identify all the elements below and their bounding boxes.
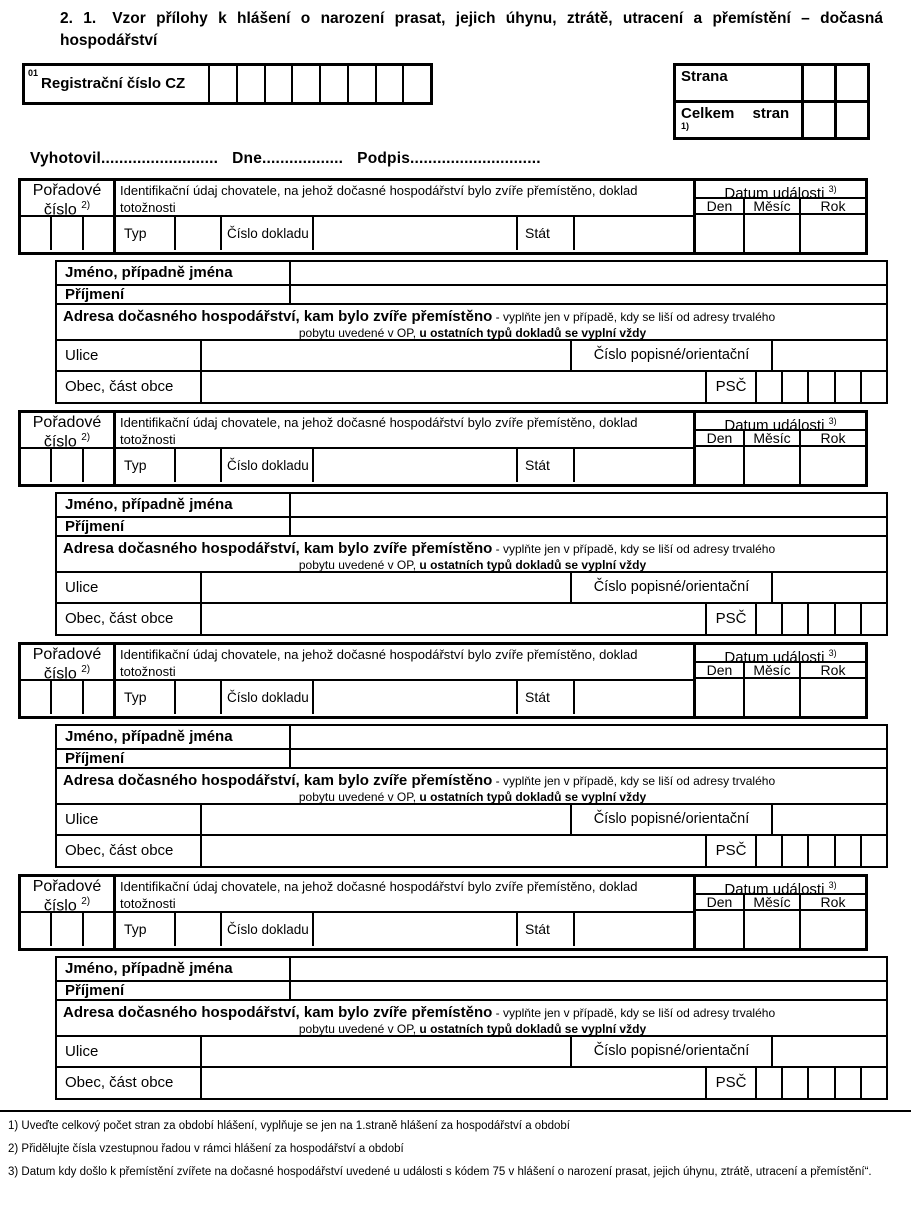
- datum-subheaders: [696, 663, 865, 679]
- poradove-footnote-ref: 2): [81, 663, 91, 675]
- ident-label: Identifikační údaj chovatele, na jehož dočasné hospodářství bylo zvíře přemístěno, doklad totožnosti: [116, 413, 693, 449]
- jmeno-label: Jméno, případně jména: [57, 958, 291, 980]
- adresa-note-part2: pobytu uvedené v OP,: [298, 790, 420, 805]
- obec-label: Obec, část obce: [57, 1068, 202, 1098]
- rok-label: Rok: [799, 895, 865, 909]
- ulice-row: [57, 571, 886, 602]
- prijmeni-label: Příjmení: [57, 750, 291, 767]
- ulice-row: [57, 339, 886, 370]
- cislo-popisne-label: Číslo popisné/orientační: [572, 1037, 773, 1066]
- poradove-cislo-cells: [21, 217, 113, 250]
- cislo-dokladu-label: Číslo dokladu: [222, 217, 314, 250]
- poradove-footnote-ref: 2): [81, 431, 91, 443]
- cislo-dokladu-value-cell[interactable]: [314, 913, 518, 946]
- form-title: [0, 0, 911, 53]
- datum-footnote-ref: 3): [828, 647, 837, 658]
- poradove-cislo-label: Pořadové číslo $^{2)}$: [21, 645, 113, 681]
- psc-label: PSČ: [707, 836, 757, 866]
- ident-entry-row: [116, 681, 693, 714]
- typ-value-cell[interactable]: [176, 681, 222, 714]
- record-block: [18, 410, 911, 636]
- ulice-value-cell[interactable]: [202, 805, 572, 834]
- adresa-label: Adresa dočasného hospodářství, kam bylo zvíře přemístěno: [63, 1003, 493, 1021]
- poradove-digit-cell[interactable]: [21, 913, 50, 946]
- registration-digit-cell[interactable]: [347, 66, 375, 102]
- ident-column: [113, 877, 693, 948]
- ident-column: [113, 413, 693, 484]
- datum-udalosti-column: [693, 413, 865, 484]
- prijmeni-row: [57, 284, 886, 303]
- psc-digit-cell[interactable]: [860, 1068, 886, 1098]
- psc-digit-cell[interactable]: [757, 836, 781, 866]
- adresa-row: [57, 535, 886, 571]
- obec-value-cell[interactable]: [202, 1068, 707, 1098]
- cislo-dokladu-value-cell[interactable]: [314, 217, 518, 250]
- adresa-note-part2-bold: u ostatních typů dokladů se vyplní vždy: [419, 1022, 647, 1037]
- psc-digit-cell[interactable]: [807, 372, 833, 402]
- obec-row: [57, 834, 886, 866]
- poradove-cislo-column: [21, 413, 113, 484]
- cislo-popisne-value-cell[interactable]: [773, 573, 886, 602]
- psc-digit-cell[interactable]: [757, 372, 781, 402]
- poradove-cislo-cells: [21, 681, 113, 714]
- datum-subheaders: [696, 431, 865, 447]
- rok-value-cell[interactable]: [799, 447, 865, 484]
- den-value-cell[interactable]: [696, 679, 743, 716]
- cislo-dokladu-value-cell[interactable]: [314, 681, 518, 714]
- psc-cells: [757, 372, 886, 402]
- mesic-label: Měsíc: [743, 895, 799, 909]
- registration-digit-cell[interactable]: [210, 66, 236, 102]
- footnotes-section: [0, 1110, 911, 1179]
- stat-value-cell[interactable]: [575, 449, 693, 482]
- podpis-field[interactable]: Podpis.............................: [357, 149, 541, 167]
- datum-entry-row: [696, 679, 865, 716]
- cislo-popisne-label: Číslo popisné/orientační: [572, 341, 773, 370]
- datum-udalosti-label: Datum události $^{3)}$: [696, 877, 865, 895]
- rok-label: Rok: [799, 199, 865, 213]
- datum-subheaders: [696, 199, 865, 215]
- adresa-note-part1: - vyplňte jen v případě, kdy se liší od adresy trvalého: [495, 1005, 776, 1020]
- stat-label: Stát: [518, 681, 575, 714]
- psc-digit-cell[interactable]: [860, 604, 886, 634]
- poradove-digit-cell[interactable]: [82, 913, 113, 946]
- poradove-cislo-column: [21, 645, 113, 716]
- record-header-table: [18, 874, 868, 951]
- typ-label: Typ: [116, 217, 176, 250]
- ulice-value-cell[interactable]: [202, 341, 572, 370]
- poradove-cislo-label: Pořadové číslo $^{2)}$: [21, 877, 113, 913]
- poradove-cislo-label: Pořadové číslo $^{2)}$: [21, 413, 113, 449]
- form-title-text: Vzor přílohy k hlášení o narození prasat, jejich úhynu, ztrátě, utracení a přemístění – dočasná hospodářství: [60, 10, 883, 50]
- record-block: [18, 178, 911, 404]
- prijmeni-label: Příjmení: [57, 286, 291, 303]
- prijmeni-value-cell[interactable]: [291, 518, 886, 535]
- psc-digit-cell[interactable]: [807, 1068, 833, 1098]
- ulice-value-cell[interactable]: [202, 573, 572, 602]
- record-blocks: [0, 178, 911, 1100]
- psc-digit-cell[interactable]: [834, 372, 860, 402]
- psc-digit-cell[interactable]: [834, 1068, 860, 1098]
- cislo-popisne-value-cell[interactable]: [773, 805, 886, 834]
- stat-label: Stát: [518, 217, 575, 250]
- ulice-value-cell[interactable]: [202, 1037, 572, 1066]
- den-value-cell[interactable]: [696, 447, 743, 484]
- vyhotovil-field[interactable]: Vyhotovil..........................: [30, 149, 219, 167]
- cislo-dokladu-label: Číslo dokladu: [222, 681, 314, 714]
- jmeno-label: Jméno, případně jména: [57, 262, 291, 284]
- jmeno-label: Jméno, případně jména: [57, 726, 291, 748]
- psc-digit-cell[interactable]: [781, 836, 807, 866]
- poradove-digit-cell[interactable]: [21, 217, 50, 250]
- rok-label: Rok: [799, 663, 865, 677]
- mesic-label: Měsíc: [743, 431, 799, 445]
- psc-digit-cell[interactable]: [807, 836, 833, 866]
- cislo-popisne-label: Číslo popisné/orientační: [572, 805, 773, 834]
- typ-label: Typ: [116, 913, 176, 946]
- adresa-header: [57, 1001, 886, 1035]
- psc-cells: [757, 604, 886, 634]
- record-detail-table: [55, 492, 888, 636]
- footnote-3: 3) Datum kdy došlo k přemístění zvířete na dočasné hospodářství uvedené u události s kódem 75 v hlášení o narození prasat, jejich úhynu, ztrátě, utracení a přemístění“.: [8, 1165, 872, 1178]
- typ-value-cell[interactable]: [176, 217, 222, 250]
- mesic-label: Měsíc: [743, 663, 799, 677]
- mesic-value-cell[interactable]: [743, 447, 799, 484]
- typ-value-cell[interactable]: [176, 449, 222, 482]
- datum-entry-row: [696, 215, 865, 252]
- datum-entry-row: [696, 911, 865, 948]
- jmeno-value-cell[interactable]: [291, 726, 886, 748]
- poradove-digit-cell[interactable]: [50, 217, 81, 250]
- cislo-dokladu-label: Číslo dokladu: [222, 913, 314, 946]
- prijmeni-label: Příjmení: [57, 982, 291, 999]
- dne-field[interactable]: Dne..................: [232, 149, 344, 167]
- datum-udalosti-column: [693, 877, 865, 948]
- poradove-cislo-cells: [21, 913, 113, 946]
- datum-udalosti-column: [693, 645, 865, 716]
- registration-number-cells: [208, 66, 430, 102]
- poradove-footnote-ref: 2): [81, 895, 91, 907]
- stat-value-cell[interactable]: [575, 217, 693, 250]
- registration-digit-cell[interactable]: [291, 66, 319, 102]
- jmeno-row: [57, 262, 886, 284]
- obec-row: [57, 602, 886, 634]
- obec-row: [57, 1066, 886, 1098]
- typ-label: Typ: [116, 449, 176, 482]
- adresa-note-part2-bold: u ostatních typů dokladů se vyplní vždy: [419, 790, 647, 805]
- celkem-stran-label: Celkem stran 1): [676, 103, 801, 137]
- psc-digit-cell[interactable]: [860, 836, 886, 866]
- adresa-row: [57, 999, 886, 1035]
- jmeno-value-cell[interactable]: [291, 494, 886, 516]
- strana-digit-cell[interactable]: [801, 66, 834, 100]
- registration-field-code: 01: [28, 67, 39, 78]
- den-label: Den: [706, 893, 733, 910]
- den-value-cell[interactable]: [696, 215, 743, 252]
- ident-entry-row: [116, 217, 693, 250]
- datum-udalosti-label: Datum události $^{3)}$: [696, 413, 865, 431]
- record-header-table: [18, 410, 868, 487]
- registration-number-box: [22, 63, 433, 105]
- den-value-cell[interactable]: [696, 911, 743, 948]
- obec-label: Obec, část obce: [57, 372, 202, 402]
- record-detail-table: [55, 956, 888, 1100]
- den-label: Den: [706, 661, 733, 678]
- poradove-cislo-column: [21, 181, 113, 252]
- adresa-row: [57, 303, 886, 339]
- rok-label: Rok: [799, 431, 865, 445]
- cislo-popisne-value-cell[interactable]: [773, 341, 886, 370]
- obec-value-cell[interactable]: [202, 604, 707, 634]
- poradove-cislo-column: [21, 877, 113, 948]
- datum-footnote-ref: 3): [828, 879, 837, 890]
- ulice-label: Ulice: [57, 573, 202, 602]
- jmeno-row: [57, 494, 886, 516]
- typ-label: Typ: [116, 681, 176, 714]
- obec-label: Obec, část obce: [57, 836, 202, 866]
- ident-label: Identifikační údaj chovatele, na jehož dočasné hospodářství bylo zvíře přemístěno, doklad totožnosti: [116, 181, 693, 217]
- jmeno-row: [57, 726, 886, 748]
- psc-digit-cell[interactable]: [757, 1068, 781, 1098]
- adresa-label: Adresa dočasného hospodářství, kam bylo zvíře přemístěno: [63, 539, 493, 557]
- form-title-number: 2. 1.: [60, 10, 97, 27]
- obec-value-cell[interactable]: [202, 372, 707, 402]
- datum-footnote-ref: 3): [828, 415, 837, 426]
- psc-digit-cell[interactable]: [781, 1068, 807, 1098]
- datum-footnote-ref: 3): [828, 183, 837, 194]
- psc-digit-cell[interactable]: [834, 604, 860, 634]
- rok-value-cell[interactable]: [799, 679, 865, 716]
- ident-column: [113, 181, 693, 252]
- celkem-stran-footnote-ref: 1): [681, 120, 690, 131]
- ulice-label: Ulice: [57, 805, 202, 834]
- prijmeni-value-cell[interactable]: [291, 750, 886, 767]
- adresa-note-part2: pobytu uvedené v OP,: [298, 1022, 420, 1037]
- record-header-table: [18, 178, 868, 255]
- poradove-cislo-cells: [21, 449, 113, 482]
- typ-value-cell[interactable]: [176, 913, 222, 946]
- den-label: Den: [706, 197, 733, 214]
- ulice-label: Ulice: [57, 1037, 202, 1066]
- cislo-popisne-label: Číslo popisné/orientační: [572, 573, 773, 602]
- adresa-note-part1: - vyplňte jen v případě, kdy se liší od adresy trvalého: [495, 541, 776, 556]
- psc-digit-cell[interactable]: [757, 604, 781, 634]
- record-block: [18, 642, 911, 868]
- psc-digit-cell[interactable]: [807, 604, 833, 634]
- record-header-table: [18, 642, 868, 719]
- strana-row: [676, 66, 867, 100]
- prijmeni-row: [57, 516, 886, 535]
- poradove-digit-cell[interactable]: [82, 449, 113, 482]
- jmeno-row: [57, 958, 886, 980]
- stat-label: Stát: [518, 449, 575, 482]
- adresa-header: [57, 537, 886, 571]
- strana-label: Strana: [681, 67, 728, 85]
- psc-digit-cell[interactable]: [834, 836, 860, 866]
- poradove-cislo-label: Pořadové číslo $^{2)}$: [21, 181, 113, 217]
- ident-label: Identifikační údaj chovatele, na jehož dočasné hospodářství bylo zvíře přemístěno, doklad totožnosti: [116, 877, 693, 913]
- poradove-digit-cell[interactable]: [50, 449, 81, 482]
- record-detail-table: [55, 724, 888, 868]
- mesic-value-cell[interactable]: [743, 215, 799, 252]
- registration-digit-cell[interactable]: [402, 66, 430, 102]
- datum-udalosti-label: Datum události $^{3)}$: [696, 645, 865, 663]
- adresa-note-part1: - vyplňte jen v případě, kdy se liší od adresy trvalého: [495, 773, 776, 788]
- poradove-digit-cell[interactable]: [21, 449, 50, 482]
- celkem-stran-digit-cell[interactable]: [834, 103, 867, 137]
- rok-value-cell[interactable]: [799, 911, 865, 948]
- den-label: Den: [706, 429, 733, 446]
- ident-entry-row: [116, 913, 693, 946]
- adresa-note-part2: pobytu uvedené v OP,: [298, 326, 420, 341]
- psc-digit-cell[interactable]: [781, 604, 807, 634]
- poradove-digit-cell[interactable]: [82, 681, 113, 714]
- adresa-note-part1: - vyplňte jen v případě, kdy se liší od adresy trvalého: [495, 309, 776, 324]
- ident-column: [113, 645, 693, 716]
- stat-label: Stát: [518, 913, 575, 946]
- obec-row: [57, 370, 886, 402]
- adresa-note-part2-bold: u ostatních typů dokladů se vyplní vždy: [419, 558, 647, 573]
- record-block: [18, 874, 911, 1100]
- record-detail-table: [55, 260, 888, 404]
- psc-label: PSČ: [707, 1068, 757, 1098]
- cislo-dokladu-label: Číslo dokladu: [222, 449, 314, 482]
- adresa-row: [57, 767, 886, 803]
- celkem-stran-row: [676, 100, 867, 137]
- adresa-note-part2-bold: u ostatních typů dokladů se vyplní vždy: [419, 326, 647, 341]
- adresa-note-part2: pobytu uvedené v OP,: [298, 558, 420, 573]
- page-count-box: [673, 63, 870, 140]
- ident-label: Identifikační údaj chovatele, na jehož dočasné hospodářství bylo zvíře přemístěno, doklad totožnosti: [116, 645, 693, 681]
- psc-cells: [757, 836, 886, 866]
- prijmeni-row: [57, 980, 886, 999]
- psc-digit-cell[interactable]: [781, 372, 807, 402]
- ulice-row: [57, 1035, 886, 1066]
- poradove-digit-cell[interactable]: [50, 681, 81, 714]
- prijmeni-label: Příjmení: [57, 518, 291, 535]
- psc-digit-cell[interactable]: [860, 372, 886, 402]
- registration-number-label: 01 Registrační číslo CZ: [28, 67, 186, 93]
- adresa-label: Adresa dočasného hospodářství, kam bylo zvíře přemístěno: [63, 771, 493, 789]
- poradove-digit-cell[interactable]: [82, 217, 113, 250]
- datum-subheaders: [696, 895, 865, 911]
- obec-label: Obec, část obce: [57, 604, 202, 634]
- prijmeni-value-cell[interactable]: [291, 982, 886, 999]
- poradove-digit-cell[interactable]: [50, 913, 81, 946]
- datum-entry-row: [696, 447, 865, 484]
- poradove-digit-cell[interactable]: [21, 681, 50, 714]
- strana-digit-cell[interactable]: [834, 66, 867, 100]
- jmeno-label: Jméno, případně jména: [57, 494, 291, 516]
- adresa-header: [57, 769, 886, 803]
- footnote-2: 2) Přidělujte čísla vzestupnou řadou v rámci hlášení za hospodářství a období: [8, 1142, 404, 1155]
- registration-digit-cell[interactable]: [264, 66, 292, 102]
- prepared-by-line: [30, 150, 911, 168]
- prijmeni-value-cell[interactable]: [291, 286, 886, 303]
- datum-udalosti-column: [693, 181, 865, 252]
- top-boxes: [22, 63, 870, 141]
- psc-label: PSČ: [707, 604, 757, 634]
- jmeno-value-cell[interactable]: [291, 262, 886, 284]
- mesic-value-cell[interactable]: [743, 679, 799, 716]
- psc-cells: [757, 1068, 886, 1098]
- datum-udalosti-label: Datum události $^{3)}$: [696, 181, 865, 199]
- adresa-label: Adresa dočasného hospodářství, kam bylo zvíře přemístěno: [63, 307, 493, 325]
- celkem-stran-digit-cell[interactable]: [801, 103, 834, 137]
- cislo-dokladu-value-cell[interactable]: [314, 449, 518, 482]
- psc-label: PSČ: [707, 372, 757, 402]
- registration-digit-cell[interactable]: [236, 66, 264, 102]
- mesic-value-cell[interactable]: [743, 911, 799, 948]
- stat-value-cell[interactable]: [575, 681, 693, 714]
- ulice-row: [57, 803, 886, 834]
- poradove-footnote-ref: 2): [81, 199, 91, 211]
- footnote-1: 1) Uveďte celkový počet stran za období hlášení, vyplňuje se jen na 1.straně hlášení za hospodářství a období: [8, 1119, 570, 1132]
- adresa-header: [57, 305, 886, 339]
- mesic-label: Měsíc: [743, 199, 799, 213]
- ident-entry-row: [116, 449, 693, 482]
- obec-value-cell[interactable]: [202, 836, 707, 866]
- prijmeni-row: [57, 748, 886, 767]
- rok-value-cell[interactable]: [799, 215, 865, 252]
- registration-digit-cell[interactable]: [319, 66, 347, 102]
- registration-digit-cell[interactable]: [375, 66, 403, 102]
- stat-value-cell[interactable]: [575, 913, 693, 946]
- ulice-label: Ulice: [57, 341, 202, 370]
- cislo-popisne-value-cell[interactable]: [773, 1037, 886, 1066]
- jmeno-value-cell[interactable]: [291, 958, 886, 980]
